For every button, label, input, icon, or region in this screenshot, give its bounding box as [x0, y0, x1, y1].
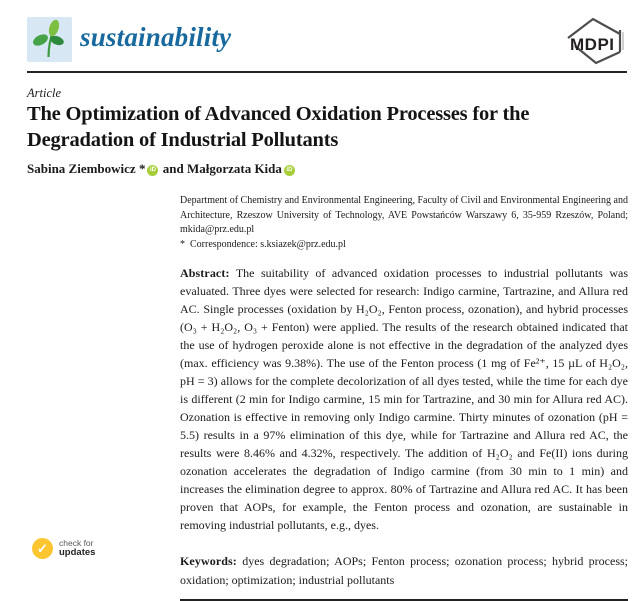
keywords-label: Keywords: [180, 554, 237, 568]
abstract-paragraph [180, 264, 628, 534]
badge-line2: updates [59, 547, 96, 558]
affiliation-text: Department of Chemistry and Environmental Engineering, Faculty of Civil and Environmental Engineering and Architecture, Rzeszow University of Technology, AVE Powstańców Warszawy 6, 35-959 Rzeszów, Poland; mkida@prz.edu.pl [180, 195, 628, 235]
author-connector: and [162, 161, 184, 176]
author-name-2: Małgorzata Kida [186, 161, 282, 176]
mdpi-logo-text: MDPI [570, 35, 615, 54]
orcid-icon[interactable]: iD [284, 165, 295, 176]
front-matter-column [180, 194, 628, 601]
abstract-label: Abstract: [180, 266, 230, 280]
badge-line1: check for [59, 537, 94, 548]
article-type-label: Article [27, 86, 62, 100]
abstract-text: The suitability of advanced oxidation processes to industrial pollutants was evaluated. Three dyes were selected for research: Indigo carmine, Tartrazine, and Allura red AC. Single processes (oxidation by H₂O₂, Fenton process, ozonation), and hybrid processes (O₃ + H₂O₂, O₃ + Fenton) were applied. The results of the research obtained indicated that the use of hydrogen peroxide alone is not effective in the degradation of the analyzed dyes (max. efficiency was 9.38%). The use of the Fenton process (1 mg of Fe²⁺, 15 µL of H₂O₂, pH = 3) allows for the complete decolorization of all dyes tested, while the time for each dye is different (2 min for Indigo carmine, 15 min for Tartrazine, and 30 min for Allura red AC). Ozonation is effective in removing only Indigo carmine. Thirty minutes of ozonation (pH = 5.5) results in a 97% elimination of this dye, while for Tartrazine and Allura red AC, the results were 8.46% and 4.32%, respectively. The addition of H₂O₂ and Fe(II) ions during ozonation accelerates the degradation of Indigo carmine (from 30 min to 1 min) and increases the elimination degree to approx. 80% of Tartrazine and Allura red AC. It has been proven that AOPs, for example, the Fenton process and ozonation, are sustainable in removing industrial pollutants, e.g., dyes. [180, 266, 628, 532]
journal-name: sustainability [80, 22, 232, 52]
author-name-1: Sabina Ziembowicz [27, 161, 136, 176]
mdpi-hexagon-icon [563, 14, 627, 66]
header-divider [27, 71, 627, 73]
check-for-updates-badge[interactable] [32, 538, 95, 559]
correspondence-line [180, 238, 628, 253]
seedling-icon [27, 17, 72, 62]
mdpi-logo [563, 14, 627, 66]
check-icon: ✓ [32, 538, 53, 559]
article-title: The Optimization of Advanced Oxidation Processes for the Degradation of Industrial Pollutants [27, 103, 530, 151]
correspondence-text: Correspondence: s.ksiazek@prz.edu.pl [190, 238, 346, 250]
correspondence-marker: * [180, 238, 185, 250]
seedling-icon-svg [27, 17, 72, 62]
badge-text [59, 539, 95, 559]
keywords-paragraph [180, 552, 628, 589]
keywords-text: dyes degradation; AOPs; Fenton process; ozonation process; hybrid process; oxidation; optimization; industrial pollutants [180, 554, 628, 587]
correspondence-asterisk: * [138, 161, 146, 176]
authors-line [27, 161, 296, 177]
orcid-icon[interactable]: iD [147, 165, 158, 176]
abstract-bottom-divider [180, 599, 628, 601]
